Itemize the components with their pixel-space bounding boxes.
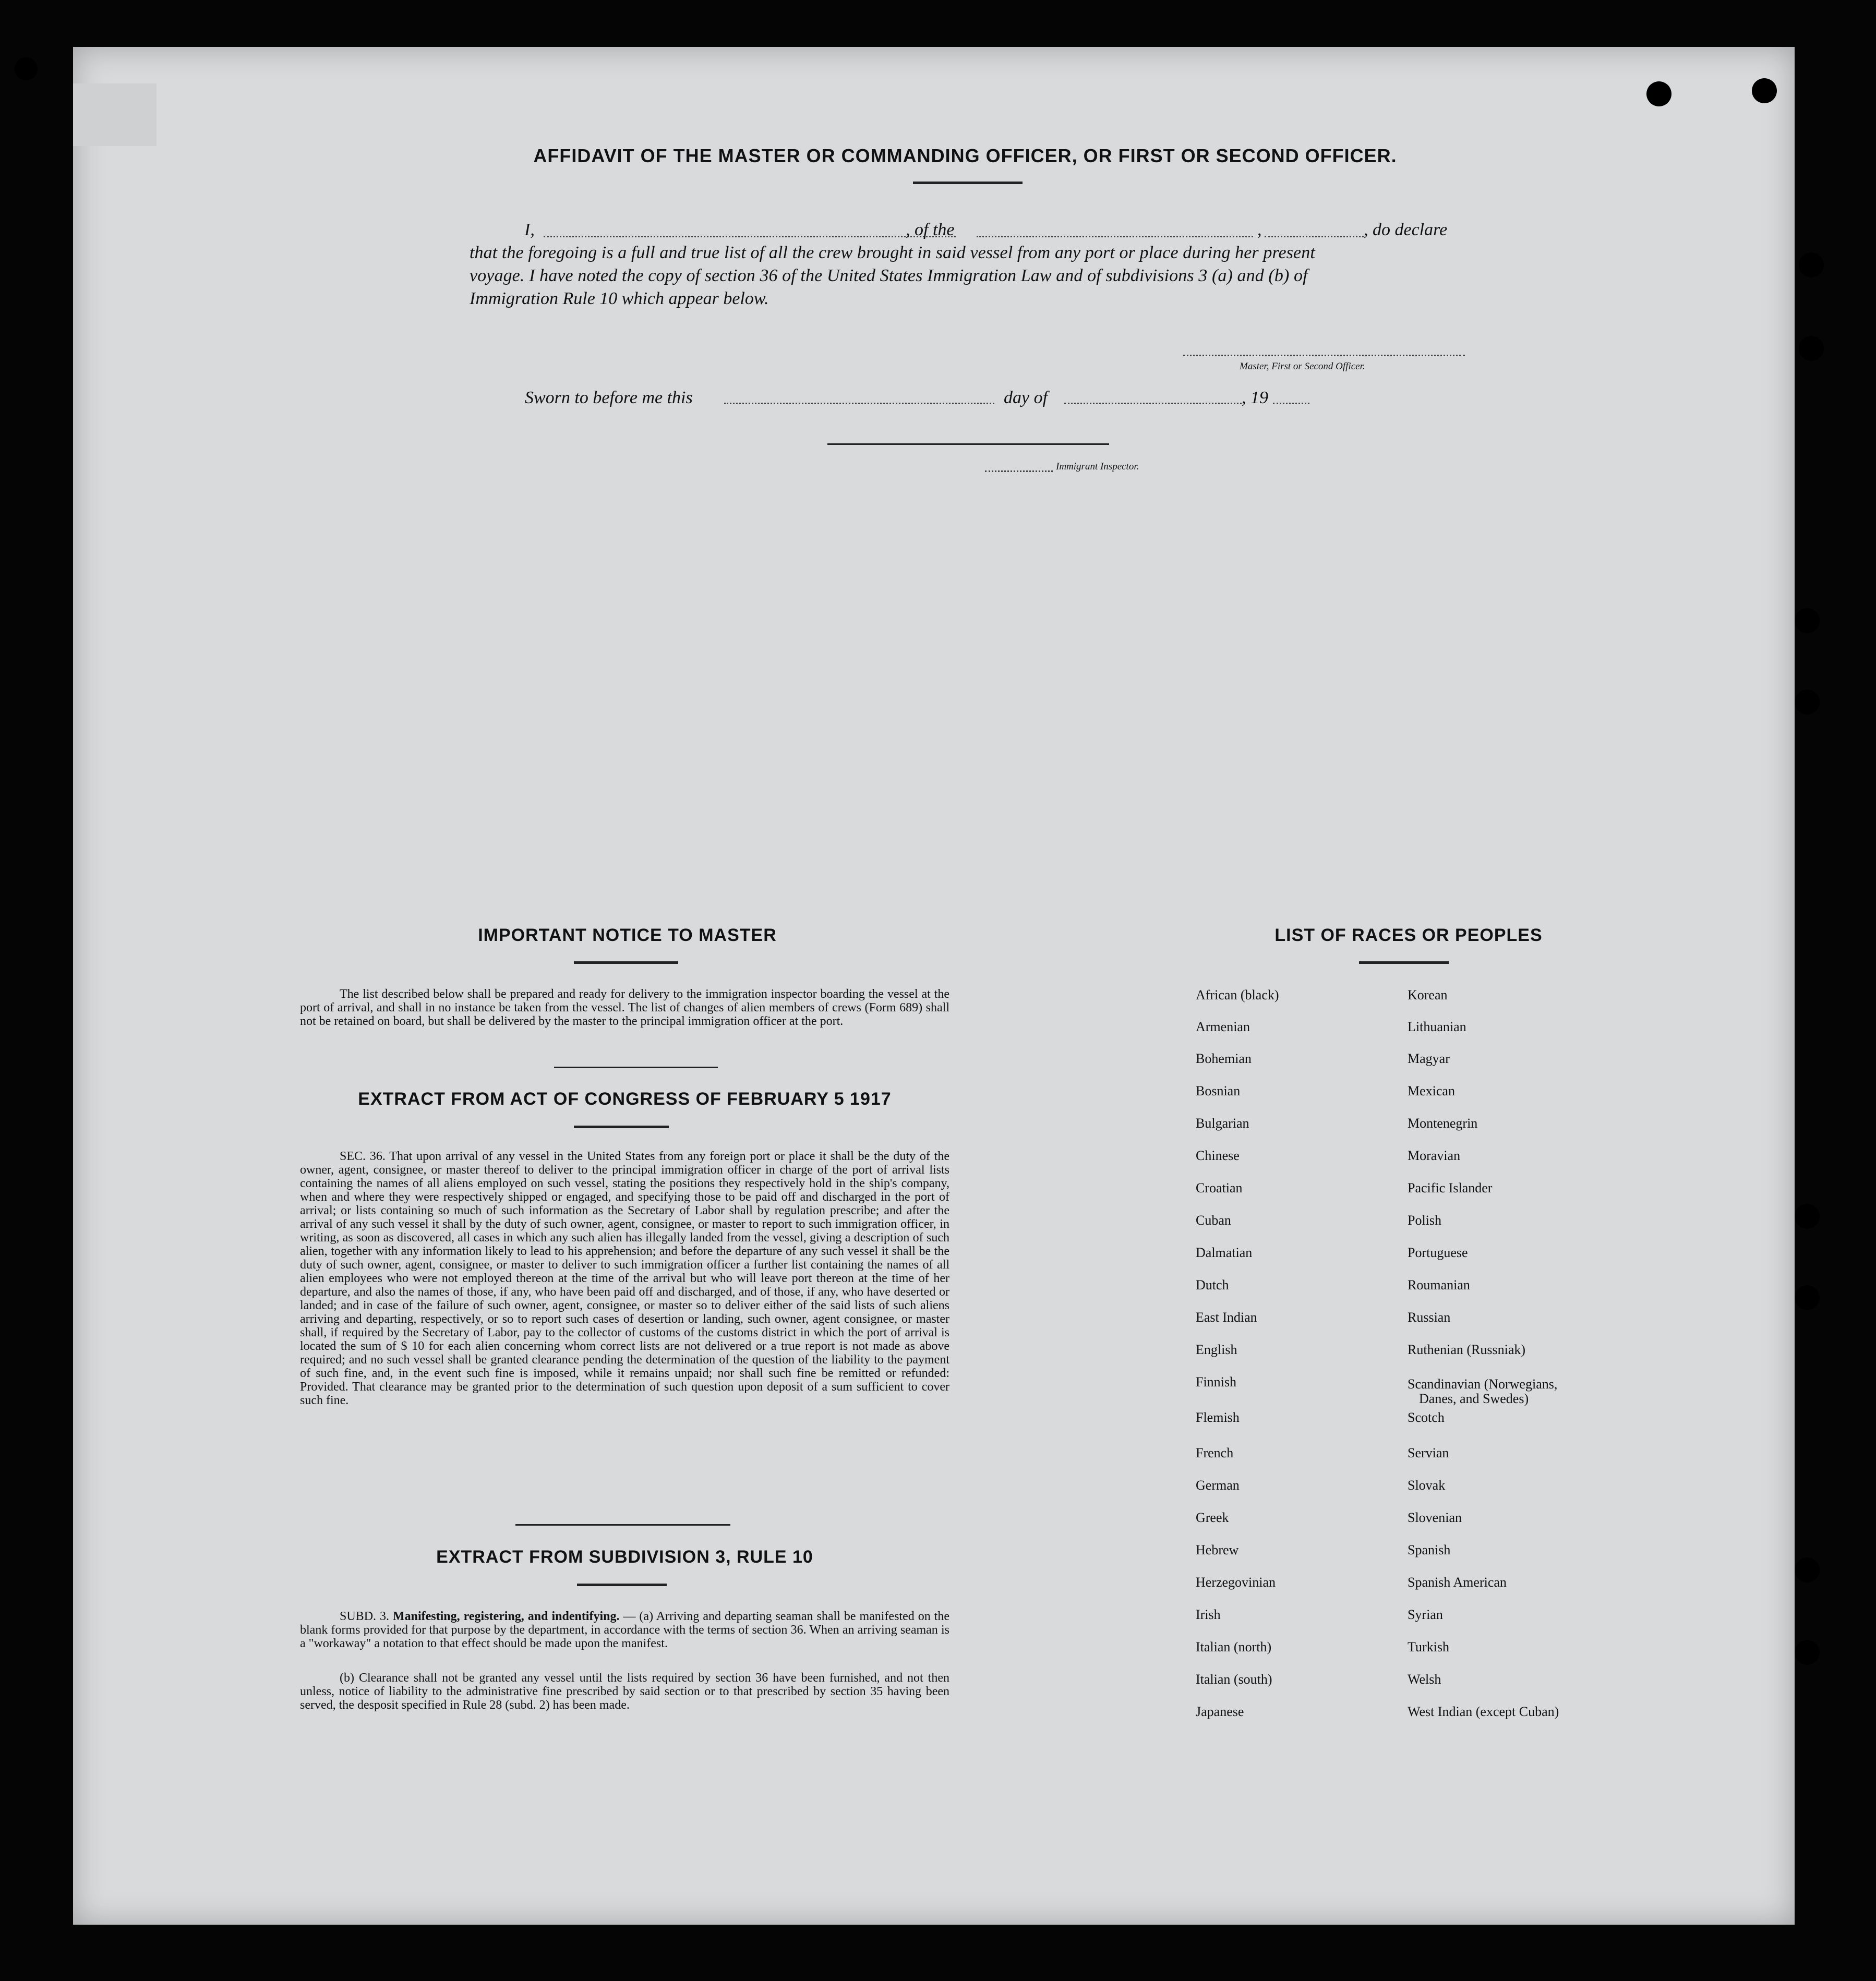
race-item: Magyar — [1408, 1051, 1450, 1066]
race-item: Montenegrin — [1408, 1116, 1478, 1131]
affidavit-line3: voyage. I have noted the copy of section 36 of the United States Immigration Law and of subdivisions 3 (a) and (b) of — [470, 266, 1308, 285]
race-item: Danes, and Swedes) — [1419, 1391, 1529, 1406]
subd-a-text — [300, 1610, 949, 1650]
subd-b-text: (b) Clearance shall not be granted any vessel until the lists required by section 36 have been furnished, and not then unless, notice of liability to the administrative fine prescribed by said section or to that prescribed by section 35 having been served, the desposit specified in Rule 28 (subd. 2) has been made. — [300, 1671, 949, 1712]
notice-divider — [554, 1067, 718, 1068]
rule-title: EXTRACT FROM SUBDIVISION 3, RULE 10 — [436, 1547, 813, 1567]
race-item: Dalmatian — [1196, 1245, 1253, 1260]
sworn-text: Sworn to before me this — [525, 388, 693, 407]
subd-a-lead: SUBD. 3. — [340, 1610, 389, 1623]
subd-a-body: — (a) Arriving and departing seaman shall be manifested on the blank forms provided for that purpose by the department, in accordance with the terms of section 36. When an arriving seaman is a "workaway" a notation to that effect should be made upon the manifest. — [300, 1610, 950, 1650]
races-title: LIST OF RACES OR PEOPLES — [1274, 925, 1543, 945]
year-text: , 19 — [1242, 388, 1268, 407]
race-item: Greek — [1196, 1510, 1229, 1525]
binding-hole — [15, 57, 38, 80]
race-item: Roumanian — [1408, 1277, 1470, 1293]
day-of-text: day of — [1004, 388, 1048, 407]
sworn-date-field[interactable] — [724, 403, 994, 404]
race-item: Welsh — [1408, 1672, 1441, 1687]
race-item: African (black) — [1196, 987, 1279, 1002]
subd-a-bold: Manifesting, registering, and indentifying. — [392, 1610, 620, 1623]
inspector-label: Immigrant Inspector. — [1056, 461, 1139, 472]
month-field[interactable] — [1064, 403, 1242, 404]
affidavit-comma: , — [1257, 220, 1262, 239]
race-item: Bulgarian — [1196, 1116, 1249, 1131]
race-item: French — [1196, 1445, 1234, 1460]
vessel-field[interactable] — [977, 236, 1253, 237]
race-item: Turkish — [1408, 1639, 1449, 1654]
punch-hole — [1795, 1204, 1820, 1229]
act-rule — [574, 1126, 669, 1128]
affidavit-line2: that the foregoing is a full and true list of all the crew brought in said vessel from any port or place during her present — [470, 243, 1315, 262]
race-item: Italian (south) — [1196, 1672, 1272, 1687]
race-item: Pacific Islander — [1408, 1180, 1493, 1195]
race-item: Portuguese — [1408, 1245, 1468, 1260]
race-item: Italian (north) — [1196, 1639, 1272, 1654]
punch-hole — [1799, 252, 1824, 277]
act-divider — [515, 1524, 730, 1526]
punch-hole — [1795, 690, 1820, 715]
affidavit-title: AFFIDAVIT OF THE MASTER OR COMMANDING OFFICER, OR FIRST OR SECOND OFFICER. — [533, 145, 1397, 166]
race-item: Herzegovinian — [1196, 1575, 1276, 1590]
officer-signature-line[interactable] — [1183, 355, 1465, 356]
race-item: Hebrew — [1196, 1542, 1239, 1557]
inspector-signature-line[interactable] — [985, 470, 1053, 472]
race-item: English — [1196, 1342, 1237, 1357]
race-item: Dutch — [1196, 1277, 1229, 1293]
notice-title: IMPORTANT NOTICE TO MASTER — [478, 925, 777, 945]
act-text: SEC. 36. That upon arrival of any vessel in the United States from any foreign port or place it shall be the duty of the owner, agent, consignee, or master thereof to deliver to the principal immigration officer in charge of the port of arrival lists containing the names of all aliens employed on such vessel, stating the positions they respectively hold in the ship's company, when and where they were respectively shipped or engaged, and specifying those to be paid off and discharged in the port of arrival; or lists containing so much of such information as the Secretary of Labor shall by regulation prescribe; and after the arrival of any such vessel it shall by the duty of such owner, agent, consignee, or master to report to such immigration officer, in writing, as soon as discovered, all cases in which any such alien has illegally landed from the vessel, giving a description of such alien, together with any information likely to lead to his apprehension; and before the departure of any such vessel it shall be the duty of such owner, agent, consignee, or master to deliver to such immigration officer a further list containing the names of all alien employees who were not employed thereon at the time of the arrival but who will leave port thereon at the time of her departure, and also the names of those, if any, who have been paid off and discharged, and of those, if any, who have deserted or landed; and in case of the failure of such owner, agent, consignee, or master so to deliver either of the said lists of such aliens arriving and departing, respectively, or so to report such cases of desertion or landing, such owner, agent consignee, or master shall, if required by the Secretary of Labor, pay to the collector of customs of the customs district in which the port of arrival is located the sum of $ 10 for each alien concerning whom correct lists are not delivered or a true report is not made as above required; and no such vessel shall be granted clearance pending the determination of the question of the liability to the payment of such fine, and, in the event such fine is imposed, while it remains unpaid; nor shall such fine be remitted or refunded: Provided. That clearance may be granted prior to the determination of such question upon deposit of a sum sufficient to cover such fine. — [300, 1150, 949, 1407]
race-item: East Indian — [1196, 1310, 1257, 1325]
race-item: Bohemian — [1196, 1051, 1252, 1066]
name-field[interactable] — [544, 236, 956, 237]
race-item: Irish — [1196, 1607, 1221, 1622]
race-item: Scandinavian (Norwegians, — [1408, 1376, 1558, 1392]
punch-hole — [1795, 1557, 1820, 1583]
race-item: Slovenian — [1408, 1510, 1462, 1525]
punch-hole — [1795, 1640, 1820, 1665]
notice-text: The list described below shall be prepared and ready for delivery to the immigration inspector boarding the vessel at the port of arrival, and shall in no instance be taken from the vessel. The list of changes of alien members of crews (Form 689) shall not be retained on board, but shall be delivered by the master to the principal immigration officer at the port. — [300, 987, 949, 1028]
title-rule — [913, 182, 1023, 184]
inspector-rule — [827, 443, 1109, 445]
race-item: Mexican — [1408, 1083, 1455, 1098]
races-rule — [1359, 961, 1449, 964]
punch-hole — [1795, 608, 1820, 633]
vessel-field-2[interactable] — [1265, 236, 1364, 237]
race-item: Russian — [1408, 1310, 1451, 1325]
affidavit-line1-i: I, — [524, 220, 535, 239]
binding-tab — [73, 83, 157, 146]
affidavit-do-declare: , do declare — [1364, 220, 1448, 239]
race-item: Croatian — [1196, 1180, 1243, 1195]
race-item: Chinese — [1196, 1148, 1240, 1163]
punch-hole — [1646, 81, 1671, 106]
race-item: Slovak — [1408, 1478, 1446, 1493]
affidavit-line4: Immigration Rule 10 which appear below. — [470, 289, 769, 308]
rule-rule — [577, 1584, 667, 1586]
affidavit-line1-of-the: , of the — [906, 220, 955, 239]
race-item: Finnish — [1196, 1374, 1237, 1390]
race-item: Servian — [1408, 1445, 1449, 1460]
race-item: Cuban — [1196, 1213, 1231, 1228]
officer-label: Master, First or Second Officer. — [1240, 361, 1365, 372]
punch-hole — [1752, 78, 1777, 103]
race-item: West Indian (except Cuban) — [1408, 1704, 1559, 1719]
race-item: Spanish — [1408, 1542, 1451, 1557]
race-item: Moravian — [1408, 1148, 1461, 1163]
race-item: Bosnian — [1196, 1083, 1241, 1098]
act-title: EXTRACT FROM ACT OF CONGRESS OF FEBRUARY 5 1917 — [358, 1089, 892, 1109]
race-item: Korean — [1408, 987, 1448, 1002]
notice-rule — [574, 961, 678, 964]
race-item: Polish — [1408, 1213, 1442, 1228]
punch-hole — [1795, 1285, 1820, 1310]
race-item: Syrian — [1408, 1607, 1443, 1622]
race-item: Scotch — [1408, 1410, 1445, 1425]
race-item: Japanese — [1196, 1704, 1244, 1719]
race-item: Armenian — [1196, 1019, 1250, 1034]
year-field[interactable] — [1273, 403, 1309, 404]
race-item: German — [1196, 1478, 1240, 1493]
punch-hole — [1799, 336, 1824, 361]
race-item: Spanish American — [1408, 1575, 1507, 1590]
race-item: Lithuanian — [1408, 1019, 1466, 1034]
race-item: Ruthenian (Russniak) — [1408, 1342, 1526, 1357]
race-item: Flemish — [1196, 1410, 1240, 1425]
